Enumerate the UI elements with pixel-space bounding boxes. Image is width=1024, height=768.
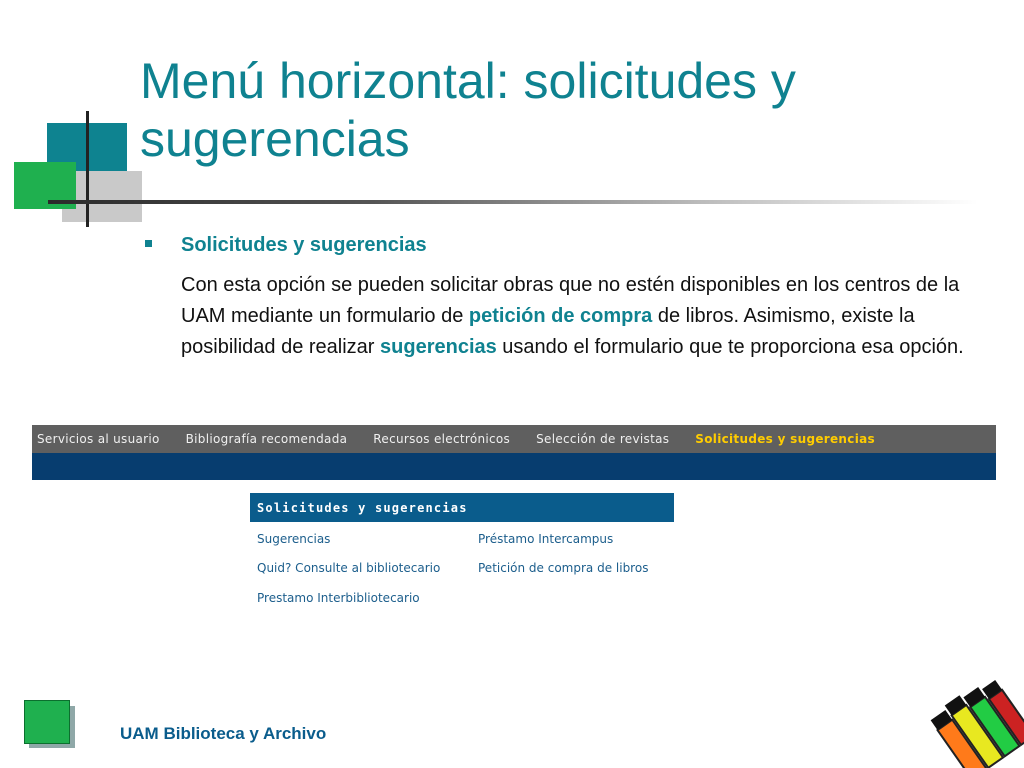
horizontal-menu	[32, 425, 996, 453]
title-divider	[48, 200, 978, 204]
bullet-title: Solicitudes y sugerencias	[181, 234, 427, 256]
submenu-bar	[32, 453, 996, 480]
body-paragraph	[181, 270, 1001, 363]
markers-icon	[930, 676, 1024, 768]
menu-item-recursos[interactable]: Recursos electrónicos	[373, 432, 511, 446]
panel-title: Solicitudes y sugerencias	[257, 501, 468, 515]
highlight-peticion-compra: petición de compra	[468, 305, 653, 327]
menu-item-solicitudes[interactable]: Solicitudes y sugerencias	[695, 432, 875, 446]
body-text-3: usando el formulario que te proporciona esa opción.	[496, 336, 964, 358]
link-quid-bibliotecario[interactable]: Quid? Consulte al bibliotecario	[257, 561, 441, 575]
body-text-1: Con esta opción se pueden solicitar obras que no estén disponibles en los centros de la UAM mediante un formulario de	[181, 274, 960, 327]
link-prestamo-intercampus[interactable]: Préstamo Intercampus	[478, 532, 614, 546]
panel-header	[250, 493, 674, 522]
link-prestamo-interbibliotecario[interactable]: Prestamo Interbibliotecario	[257, 591, 420, 605]
footer-text: UAM Biblioteca y Archivo	[120, 724, 327, 743]
body-text-2: de libros. Asimismo, existe la posibilidad de realizar	[181, 305, 915, 358]
menu-item-bibliografia[interactable]: Bibliografía recomendada	[185, 432, 348, 446]
link-peticion-compra[interactable]: Petición de compra de libros	[478, 561, 649, 575]
page-title: Menú horizontal: solicitudes y sugerencias	[140, 53, 796, 167]
menu-item-revistas[interactable]: Selección de revistas	[536, 432, 670, 446]
link-sugerencias[interactable]: Sugerencias	[257, 532, 331, 546]
highlight-sugerencias: sugerencias	[380, 336, 497, 358]
bullet-marker	[145, 240, 152, 247]
menu-item-servicios[interactable]: Servicios al usuario	[37, 432, 160, 446]
